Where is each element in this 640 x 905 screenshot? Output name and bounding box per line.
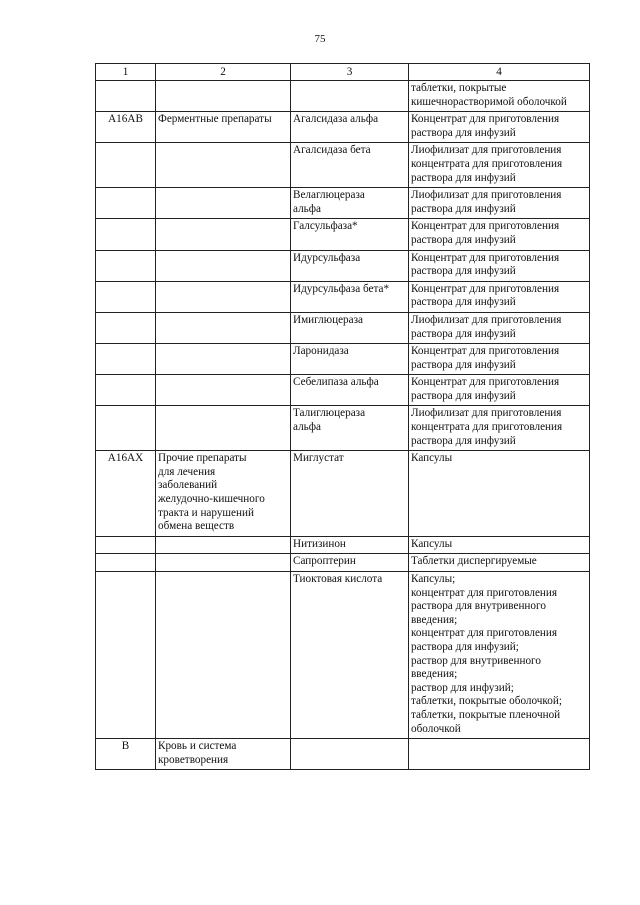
table-body bbox=[96, 81, 590, 770]
atc-code-cell bbox=[96, 406, 156, 451]
group-name-cell bbox=[156, 739, 291, 770]
drug-name-line: альфа bbox=[293, 202, 321, 215]
group-name-cell bbox=[156, 281, 291, 312]
page-number: 75 bbox=[314, 33, 326, 45]
group-name-cell bbox=[156, 112, 291, 143]
dosage-form-line: Концентрат для приготовления bbox=[411, 282, 560, 295]
column-header-2: 2 bbox=[156, 64, 291, 81]
group-name-line: Ферментные препараты bbox=[158, 113, 272, 126]
group-name-line: заболеваний bbox=[158, 479, 218, 492]
drug-name-cell bbox=[291, 281, 409, 312]
dosage-form-cell bbox=[409, 344, 590, 375]
atc-code-cell bbox=[96, 536, 156, 554]
drug-table bbox=[95, 63, 590, 770]
dosage-form-line: Концентрат для приготовления bbox=[411, 113, 560, 126]
dosage-form-line: Капсулы; bbox=[411, 573, 456, 585]
drug-name-cell bbox=[291, 572, 409, 739]
dosage-form-line: концентрата для приготовления bbox=[411, 157, 563, 170]
group-name-cell bbox=[156, 344, 291, 375]
group-name-cell bbox=[156, 406, 291, 451]
drug-name-line: Галсульфаза* bbox=[293, 220, 358, 233]
column-header-1: 1 bbox=[96, 64, 156, 81]
atc-code-cell bbox=[96, 281, 156, 312]
group-name-cell bbox=[156, 451, 291, 537]
dosage-form-cell bbox=[409, 406, 590, 451]
group-name-cell bbox=[156, 536, 291, 554]
dosage-form-line: введения; bbox=[411, 613, 458, 626]
dosage-form-line: кишечнорастворимой оболочкой bbox=[411, 95, 567, 108]
dosage-form-line: Концентрат для приготовления bbox=[411, 345, 560, 358]
group-name-cell bbox=[156, 143, 291, 188]
drug-name-line: Талиглюцераза bbox=[293, 407, 366, 420]
group-name-cell bbox=[156, 81, 291, 112]
drug-name-cell bbox=[291, 344, 409, 375]
table-row bbox=[96, 554, 590, 572]
table-row bbox=[96, 344, 590, 375]
atc-code-cell: B bbox=[96, 739, 156, 770]
dosage-form-line: Лиофилизат для приготовления bbox=[411, 407, 562, 420]
drug-name-cell bbox=[291, 143, 409, 188]
dosage-form-line: концентрата для приготовления bbox=[411, 421, 563, 434]
atc-code-cell bbox=[96, 143, 156, 188]
column-header-4: 4 bbox=[409, 64, 590, 81]
atc-code-cell bbox=[96, 81, 156, 112]
table-row bbox=[96, 188, 590, 219]
dosage-form-line: раствора для инфузий bbox=[411, 358, 516, 371]
dosage-form-line: раствора для инфузий bbox=[411, 202, 516, 215]
drug-name-line: Идурсульфаза bbox=[293, 251, 361, 264]
drug-name-line: Ларонидаза bbox=[293, 345, 349, 358]
dosage-form-line: раствора для инфузий; bbox=[411, 640, 519, 653]
group-name-cell bbox=[156, 554, 291, 572]
drug-name-cell bbox=[291, 739, 409, 770]
group-name-cell bbox=[156, 188, 291, 219]
drug-name-cell bbox=[291, 188, 409, 219]
dosage-form-line: раствора для инфузий bbox=[411, 233, 516, 246]
group-name-cell bbox=[156, 375, 291, 406]
table-row bbox=[96, 375, 590, 406]
group-name-line: для лечения bbox=[158, 465, 216, 478]
drug-name-cell bbox=[291, 312, 409, 343]
dosage-form-line: раствора для инфузий bbox=[411, 434, 516, 447]
group-name-cell bbox=[156, 572, 291, 739]
dosage-form-line: Концентрат для приготовления bbox=[411, 251, 560, 264]
table-row bbox=[96, 739, 590, 770]
dosage-form-cell bbox=[409, 188, 590, 219]
dosage-form-cell bbox=[409, 536, 590, 554]
dosage-form-cell bbox=[409, 572, 590, 739]
atc-code-cell bbox=[96, 375, 156, 406]
drug-name-cell bbox=[291, 250, 409, 281]
atc-code-cell bbox=[96, 188, 156, 219]
drug-name-cell bbox=[291, 375, 409, 406]
dosage-form-line: таблетки, покрытые оболочкой; bbox=[411, 695, 562, 708]
drug-name-line: Нитизинон bbox=[293, 537, 346, 550]
drug-name-cell bbox=[291, 406, 409, 451]
dosage-form-line: концентрат для приготовления bbox=[411, 627, 558, 640]
dosage-form-line: введения; bbox=[411, 668, 458, 681]
dosage-form-line: раствора для инфузий bbox=[411, 126, 516, 139]
dosage-form-cell bbox=[409, 375, 590, 406]
table-row bbox=[96, 406, 590, 451]
group-name-line: обмена веществ bbox=[158, 520, 235, 533]
group-name-line: Прочие препараты bbox=[158, 452, 247, 465]
header-row bbox=[96, 64, 590, 81]
atc-code-cell bbox=[96, 554, 156, 572]
dosage-form-line: Таблетки диспергируемые bbox=[411, 555, 537, 568]
group-name-cell bbox=[156, 250, 291, 281]
dosage-form-line: Концентрат для приготовления bbox=[411, 376, 560, 389]
drug-name-cell bbox=[291, 451, 409, 537]
table-row bbox=[96, 281, 590, 312]
dosage-form-line: Капсулы bbox=[411, 537, 453, 550]
drug-name-line: Тиоктовая кислота bbox=[293, 573, 383, 585]
table-row bbox=[96, 250, 590, 281]
atc-code-cell: A16AB bbox=[96, 112, 156, 143]
drug-name-line: Идурсульфаза бета* bbox=[293, 282, 390, 295]
atc-code-cell bbox=[96, 250, 156, 281]
drug-name-line: Сапроптерин bbox=[293, 555, 356, 568]
group-name-cell bbox=[156, 312, 291, 343]
atc-code-cell bbox=[96, 572, 156, 739]
drug-name-cell bbox=[291, 112, 409, 143]
group-name-line: желудочно-кишечного bbox=[158, 493, 265, 506]
dosage-form-cell bbox=[409, 143, 590, 188]
drug-name-line: альфа bbox=[293, 421, 321, 434]
table-row bbox=[96, 536, 590, 554]
dosage-form-line: раствора для инфузий bbox=[411, 265, 516, 278]
dosage-form-line: Капсулы bbox=[411, 452, 453, 465]
drug-name-line: Агалсидаза бета bbox=[293, 144, 371, 157]
atc-code-cell: A16AX bbox=[96, 451, 156, 537]
dosage-form-line: таблетки, покрытые bbox=[411, 82, 507, 94]
table-row bbox=[96, 81, 590, 112]
dosage-form-line: раствора для инфузий bbox=[411, 389, 516, 402]
dosage-form-line: раствор для инфузий; bbox=[411, 681, 514, 694]
dosage-form-line: Лиофилизат для приготовления bbox=[411, 144, 562, 157]
drug-name-line: Имиглюцераза bbox=[293, 313, 364, 326]
dosage-form-line: Лиофилизат для приготовления bbox=[411, 189, 562, 202]
dosage-form-cell bbox=[409, 312, 590, 343]
dosage-form-line: раствора для инфузий bbox=[411, 327, 516, 340]
dosage-form-line: Лиофилизат для приготовления bbox=[411, 313, 562, 326]
table-row bbox=[96, 451, 590, 537]
dosage-form-line: концентрат для приготовления bbox=[411, 586, 558, 599]
drug-name-line: Велаглюцераза bbox=[293, 189, 365, 202]
dosage-form-cell bbox=[409, 81, 590, 112]
drug-name-cell bbox=[291, 536, 409, 554]
dosage-form-cell bbox=[409, 112, 590, 143]
group-name-line: тракта и нарушений bbox=[158, 506, 254, 519]
table-row bbox=[96, 312, 590, 343]
drug-name-cell bbox=[291, 81, 409, 112]
dosage-form-line: раствор для внутривенного bbox=[411, 654, 541, 667]
drug-name-cell bbox=[291, 219, 409, 250]
dosage-form-cell bbox=[409, 739, 590, 770]
dosage-form-cell bbox=[409, 554, 590, 572]
dosage-form-line: раствора для внутривенного bbox=[411, 600, 546, 613]
dosage-form-line: оболочкой bbox=[411, 722, 461, 735]
dosage-form-cell bbox=[409, 451, 590, 537]
group-name-cell bbox=[156, 219, 291, 250]
table-row bbox=[96, 112, 590, 143]
group-name-line: кроветворения bbox=[158, 753, 229, 766]
table-row bbox=[96, 572, 590, 739]
atc-code-cell bbox=[96, 219, 156, 250]
drug-name-line: Себелипаза альфа bbox=[293, 376, 379, 389]
drug-name-cell bbox=[291, 554, 409, 572]
dosage-form-cell bbox=[409, 219, 590, 250]
table-row bbox=[96, 219, 590, 250]
dosage-form-line: раствора для инфузий bbox=[411, 171, 516, 184]
atc-code-cell bbox=[96, 344, 156, 375]
group-name-line: Кровь и система bbox=[158, 740, 237, 753]
drug-name-line: Миглустат bbox=[293, 452, 344, 465]
dosage-form-line: раствора для инфузий bbox=[411, 296, 516, 309]
dosage-form-line: Концентрат для приготовления bbox=[411, 220, 560, 233]
column-header-3: 3 bbox=[291, 64, 409, 81]
dosage-form-cell bbox=[409, 281, 590, 312]
atc-code-cell bbox=[96, 312, 156, 343]
table-row bbox=[96, 143, 590, 188]
dosage-form-cell bbox=[409, 250, 590, 281]
dosage-form-line: таблетки, покрытые пленочной bbox=[411, 708, 561, 721]
drug-name-line: Агалсидаза альфа bbox=[293, 113, 379, 126]
